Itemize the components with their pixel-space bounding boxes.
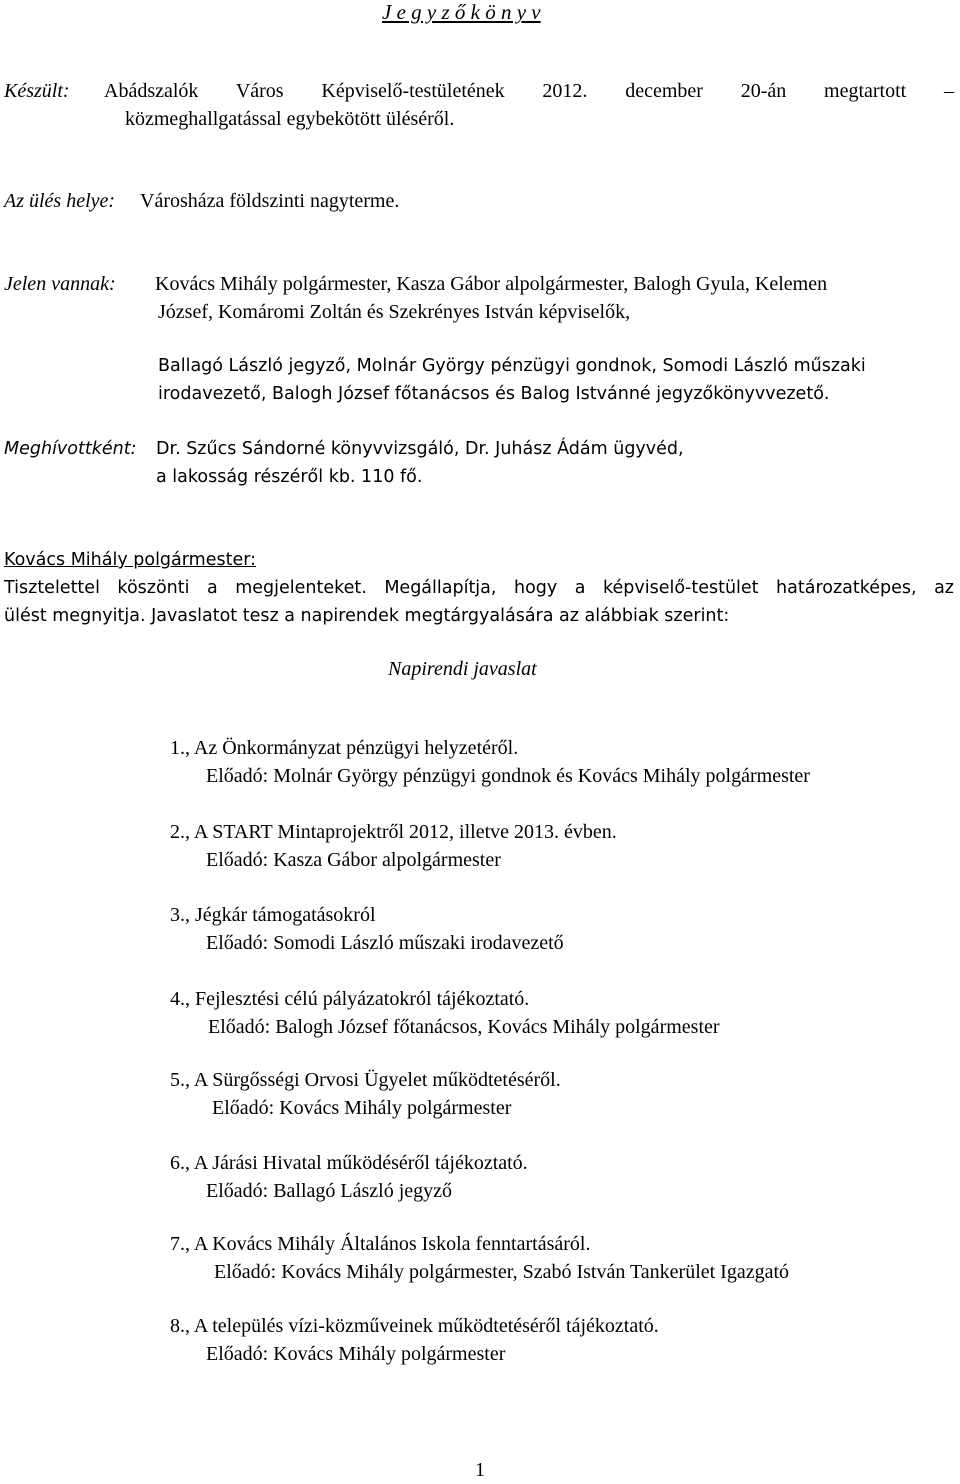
agenda-item-4: 4., Fejlesztési célú pályázatokról tájékoztató. bbox=[170, 988, 530, 1010]
agenda-item-1: 1., Az Önkormányzat pénzügyi helyzetéről. bbox=[170, 737, 519, 759]
agenda-presenter-4: Előadó: Balogh József főtanácsos, Kovács Mihály polgármester bbox=[208, 1016, 720, 1038]
agenda-item-8: 8., A település vízi-közműveinek működtetéséről tájékoztató. bbox=[170, 1315, 659, 1337]
document-title: J e g y z ő k ö n y v bbox=[382, 0, 541, 24]
agenda-item-7: 7., A Kovács Mihály Általános Iskola fenntartásáról. bbox=[170, 1233, 591, 1255]
speech-line-1: Tisztelettel köszönti a megjelenteket. Megállapítja, hogy a képviselő-testület határozatképes, az bbox=[4, 578, 954, 598]
agenda-item-3: 3., Jégkár támogatásokról bbox=[170, 904, 376, 926]
jelen-vannak-line-4: irodavezető, Balogh József főtanácsos és Balog Istvánné jegyzőkönyvvezető. bbox=[158, 384, 830, 404]
meghivottkent-line-2: a lakosság részéről kb. 110 fő. bbox=[156, 467, 423, 487]
agenda-presenter-3: Előadó: Somodi László műszaki irodavezető bbox=[206, 932, 564, 954]
keszult-label: Készült: bbox=[4, 80, 70, 102]
agenda-presenter-5: Előadó: Kovács Mihály polgármester bbox=[212, 1097, 512, 1119]
keszult-line-1: Abádszalók Város Képviselő-testületének 2012. december 20-án megtartott – bbox=[104, 80, 954, 102]
jelen-vannak-line-1: Kovács Mihály polgármester, Kasza Gábor alpolgármester, Balogh Gyula, Kelemen bbox=[155, 273, 828, 295]
page-number: 1 bbox=[475, 1459, 485, 1481]
jelen-vannak-line-2: József, Komáromi Zoltán és Szekrényes István képviselők, bbox=[158, 301, 631, 323]
jelen-vannak-label: Jelen vannak: bbox=[4, 273, 116, 295]
meghivottkent-line-1: Dr. Szűcs Sándorné könyvvizsgáló, Dr. Juhász Ádám ügyvéd, bbox=[156, 439, 684, 459]
agenda-presenter-7: Előadó: Kovács Mihály polgármester, Szabó István Tankerület Igazgató bbox=[214, 1261, 790, 1283]
agenda-item-6: 6., A Járási Hivatal működéséről tájékoztató. bbox=[170, 1152, 528, 1174]
agenda-title: Napirendi javaslat bbox=[388, 658, 537, 680]
jelen-vannak-line-3: Ballagó László jegyző, Molnár György pénzügyi gondnok, Somodi László műszaki bbox=[158, 356, 866, 376]
speaker-heading: Kovács Mihály polgármester: bbox=[4, 550, 256, 570]
agenda-presenter-1: Előadó: Molnár György pénzügyi gondnok és Kovács Mihály polgármester bbox=[206, 765, 810, 787]
agenda-presenter-2: Előadó: Kasza Gábor alpolgármester bbox=[206, 849, 501, 871]
agenda-item-5: 5., A Sürgősségi Orvosi Ügyelet működtetéséről. bbox=[170, 1069, 561, 1091]
ules-helye-label: Az ülés helye: bbox=[4, 190, 116, 212]
agenda-presenter-8: Előadó: Kovács Mihály polgármester bbox=[206, 1343, 506, 1365]
meghivottkent-label: Meghívottként: bbox=[4, 439, 137, 459]
speech-line-2: ülést megnyitja. Javaslatot tesz a napirendek megtárgyalására az alábbiak szerint: bbox=[4, 606, 730, 626]
agenda-presenter-6: Előadó: Ballagó László jegyző bbox=[206, 1180, 453, 1202]
ules-helye-value: Városháza földszinti nagyterme. bbox=[140, 190, 400, 212]
agenda-item-2: 2., A START Mintaprojektről 2012, illetve 2013. évben. bbox=[170, 821, 617, 843]
keszult-line-2: közmeghallgatással egybekötött üléséről. bbox=[125, 108, 455, 130]
